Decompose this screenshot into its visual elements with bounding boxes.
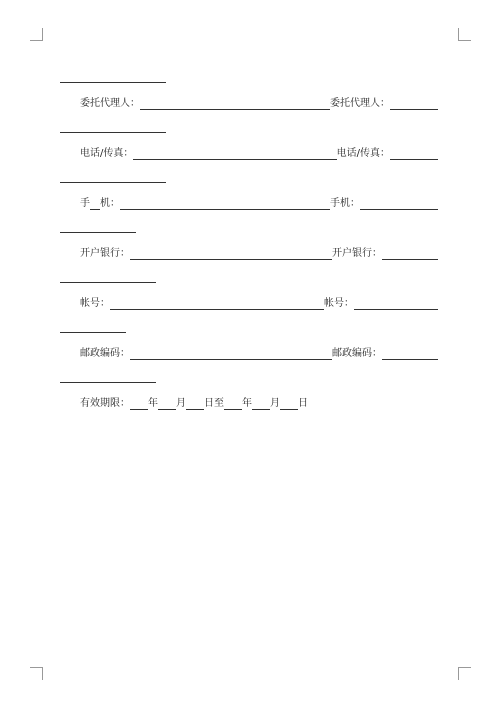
label-day-2: 日 xyxy=(298,398,308,409)
label-account-left: 帐号： xyxy=(80,298,110,309)
label-agent-right: 委托代理人： xyxy=(330,98,390,109)
label-phone-right: 电话/传真： xyxy=(336,148,390,159)
blank-phone-left[interactable] xyxy=(133,148,336,160)
label-agent-left: 委托代理人： xyxy=(80,98,140,109)
separator-line xyxy=(60,182,166,183)
row-mobile xyxy=(80,194,438,210)
row-agent xyxy=(80,94,438,110)
row-validity xyxy=(80,394,308,410)
crop-mark-bottom-right xyxy=(458,667,471,680)
crop-mark-top-left xyxy=(30,28,43,41)
label-postcode-right: 邮政编码： xyxy=(332,348,382,359)
label-mobile-right: 手机： xyxy=(330,198,360,209)
blank-account-left[interactable] xyxy=(110,298,324,310)
separator-line xyxy=(60,132,166,133)
separator-line xyxy=(60,82,166,83)
blank-year-2[interactable] xyxy=(224,398,242,410)
label-day-to: 日至 xyxy=(204,398,224,409)
label-year-2: 年 xyxy=(242,398,252,409)
label-postcode-left: 邮政编码： xyxy=(80,348,130,359)
row-postcode xyxy=(80,344,438,360)
label-mobile-left-a: 手 xyxy=(80,198,90,209)
blank-postcode-right[interactable] xyxy=(382,348,438,360)
row-bank xyxy=(80,244,438,260)
separator-line xyxy=(60,282,156,283)
crop-mark-bottom-left xyxy=(30,667,43,680)
blank-phone-right[interactable] xyxy=(390,148,438,160)
blank-bank-left[interactable] xyxy=(130,248,332,260)
label-bank-right: 开户银行： xyxy=(332,248,382,259)
label-validity: 有效期限： xyxy=(80,398,130,409)
blank-agent-right[interactable] xyxy=(390,98,438,110)
blank-mobile-left[interactable] xyxy=(120,198,330,210)
blank-postcode-left[interactable] xyxy=(130,348,332,360)
blank-month-1[interactable] xyxy=(158,398,176,410)
label-mobile-left-b: 机： xyxy=(100,198,120,209)
row-account xyxy=(80,294,438,310)
separator-line xyxy=(60,232,136,233)
row-phone-fax xyxy=(80,144,438,160)
blank-day-1[interactable] xyxy=(186,398,204,410)
blank-mobile-right[interactable] xyxy=(360,198,438,210)
label-account-right: 帐号： xyxy=(324,298,354,309)
crop-mark-top-right xyxy=(458,28,471,41)
separator-line xyxy=(60,382,156,383)
label-bank-left: 开户银行： xyxy=(80,248,130,259)
label-month-2: 月 xyxy=(270,398,280,409)
blank-bank-right[interactable] xyxy=(382,248,438,260)
label-month-1: 月 xyxy=(176,398,186,409)
separator-line xyxy=(60,332,126,333)
blank-account-right[interactable] xyxy=(354,298,438,310)
label-year-1: 年 xyxy=(148,398,158,409)
blank-mobile-gap xyxy=(90,198,100,210)
blank-day-2[interactable] xyxy=(280,398,298,410)
blank-month-2[interactable] xyxy=(252,398,270,410)
blank-year-1[interactable] xyxy=(130,398,148,410)
label-phone-left: 电话/传真： xyxy=(80,148,134,159)
blank-agent-left[interactable] xyxy=(140,98,330,110)
